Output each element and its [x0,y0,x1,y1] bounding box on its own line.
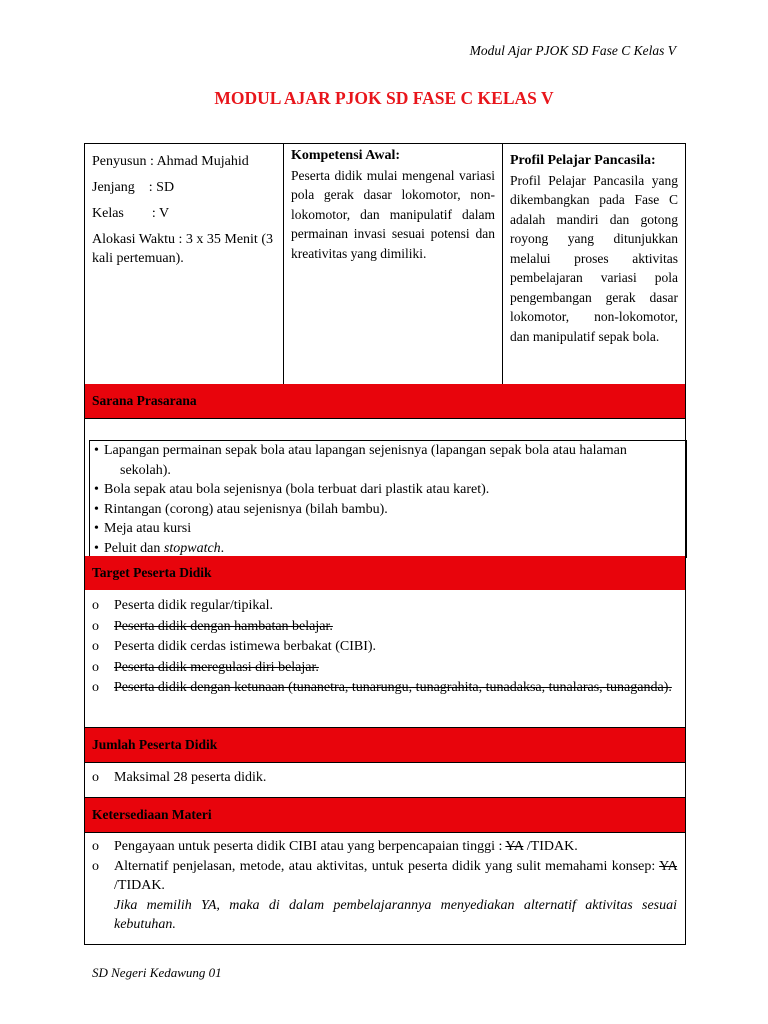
module-table [84,143,686,945]
footer: SD Negeri Kedawung 01 [92,965,222,980]
list-item: • Rintangan (corong) atau sejenisnya (bilah bambu). [94,501,388,517]
jumlah-heading: Jumlah Peserta Didik [85,728,685,762]
kelas: Kelas : V [92,206,170,221]
list-item: o Alternatif penjelasan, metode, atau aktivitas, untuk peserta didik yang sulit memahami konsep: YA /TIDAK. Jika memilih YA, maka di dalam pembelajarannya menyediakan alternatif aktivitas sesuai kebutuhan. [92,858,678,932]
list-item: • Bola sepak atau bola sejenisnya (bola terbuat dari plastik atau karet). [94,482,490,497]
materi-list [85,837,685,935]
materi-heading: Ketersediaan Materi [85,798,685,832]
list-item: o Maksimal 28 peserta didik. [92,770,267,785]
profil-text: Profil Pelajar Pancasila yang dikembangkan pada Fase C adalah mandiri dan gotong royong yang ditunjukkan melalui proses aktivitas pembelajaran variasi pola pengembangan gerak dasar lokomotor, non-lokomotor, dan manipulatif sepak bola. [510,172,678,344]
info-row [85,144,685,385]
list-item: o Peserta didik dengan ketunaan (tunanetra, tunarungu, tunagrahita, tunadaksa, tunalaras, tunaganda). [92,680,672,695]
jumlah-list [85,768,685,788]
identity-cell [85,144,284,384]
list-item: • Lapangan permainan sepak bola atau lapangan sejenisnya (lapangan sepak bola atau halaman [94,443,627,458]
kompetensi-cell [284,144,503,384]
sarana-list [89,440,687,558]
list-item: o Peserta didik regular/tipikal. [92,598,274,613]
list-item: o Peserta didik cerdas istimewa berbakat (CIBI). [92,639,377,654]
list-item-continuation: sekolah). [120,462,171,478]
kompetensi-text: Peserta didik mulai mengenal variasi pola gerak dasar lokomotor, non-lokomotor, dan manipulatif dalam permainan invasi sesuai potensi dan kreativitas yang dimiliki. [291,167,495,261]
penyusun: Penyusun : Ahmad Mujahid [92,154,249,169]
list-item: • Peluit dan stopwatch. [94,540,225,556]
list-item: o Pengayaan untuk peserta didik CIBI atau yang berpencapaian tinggi : YA /TIDAK. [92,839,578,854]
target-list [85,596,685,698]
running-header: Modul Ajar PJOK SD Fase C Kelas V [469,43,676,58]
sarana-heading: Sarana Prasarana [85,384,685,418]
jenjang: Jenjang : SD [92,180,175,195]
alokasi-waktu: Alokasi Waktu : 3 x 35 Menit (3 kali pertemuan). [92,232,273,266]
list-item: o Peserta didik meregulasi diri belajar. [92,659,319,675]
list-item: • Meja atau kursi [94,521,192,536]
list-item: o Peserta didik dengan hambatan belajar. [92,618,333,634]
profil-cell [503,144,685,384]
kompetensi-title: Kompetensi Awal: [291,148,401,163]
target-heading: Target Peserta Didik [85,556,685,590]
profil-title: Profil Pelajar Pancasila: [510,153,656,168]
document-title: MODUL AJAR PJOK SD FASE C KELAS V [214,88,554,108]
materi-note: Jika memilih YA, maka di dalam pembelajarannya menyediakan alternatif aktivitas sesuai kebutuhan. [114,897,677,932]
